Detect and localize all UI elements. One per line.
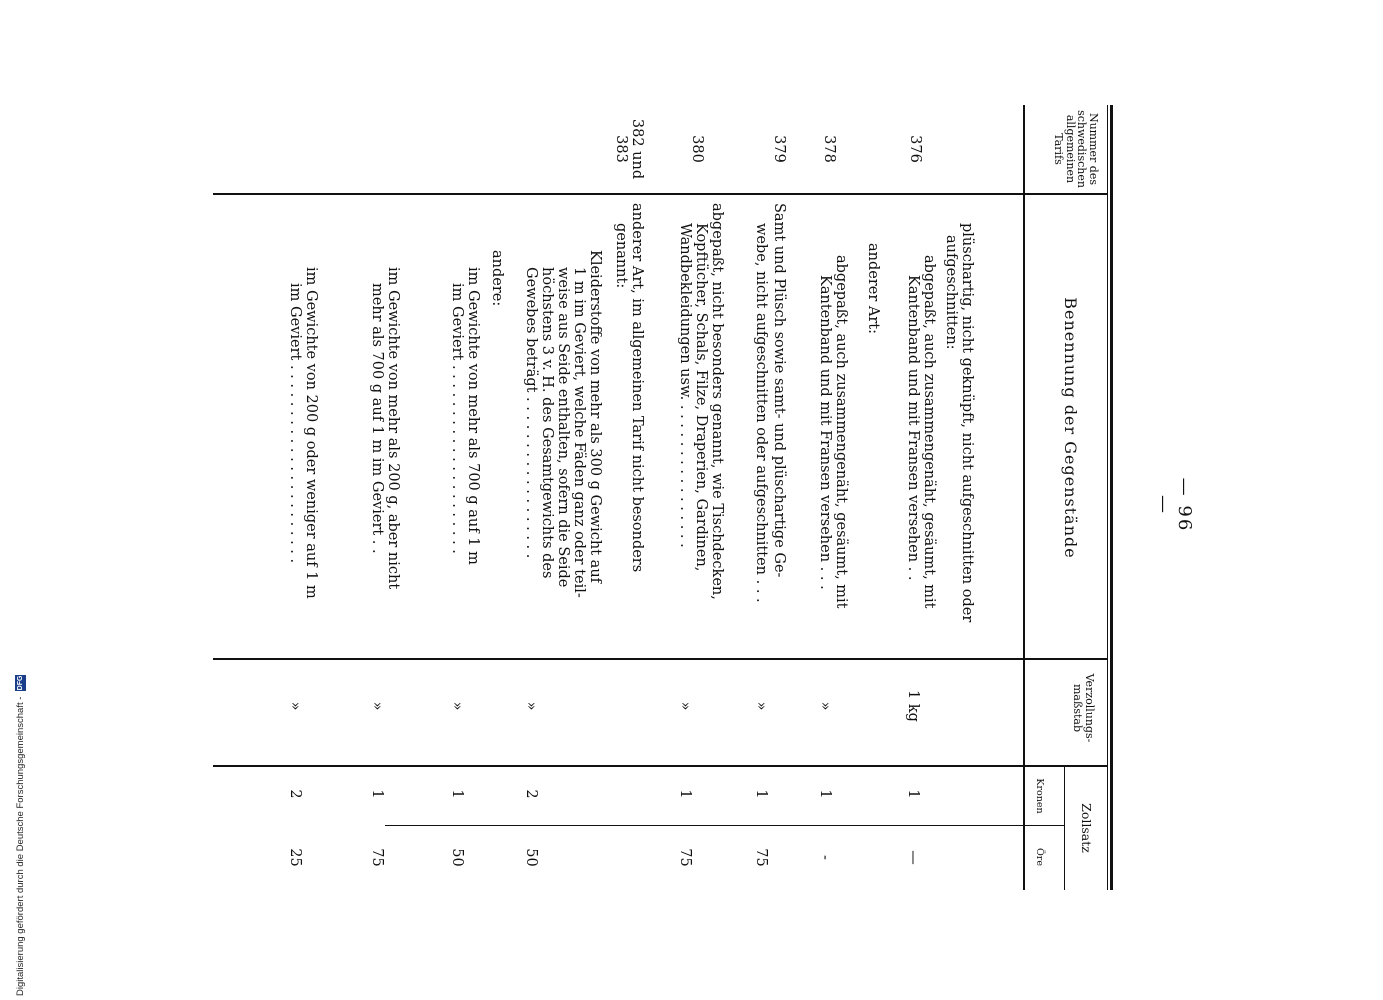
row-text: Kopftücher, Schals, Filze, Draperien, Gardinen, <box>693 223 709 572</box>
row-unit: » <box>449 701 465 711</box>
row-text: anderer Art, im allgemeinen Tarif nicht besonders <box>629 203 645 573</box>
row-text: Kantenband und mit Fransen versehen . . <box>905 275 921 581</box>
funding-note-text: Digitalisierung gefördert durch die Deutsche Forschungsgemeinschaft - <box>15 696 26 996</box>
col-rule-2 <box>213 658 1108 660</box>
row-text: Samt und Plüsch sowie samt- und plüschartige Ge- <box>771 203 787 578</box>
row-text: im Gewichte von mehr als 200 g, aber nicht <box>385 267 401 590</box>
page-number: — 96 — <box>1153 477 1195 533</box>
header-description: Benennung der Gegenstände <box>1061 297 1080 559</box>
col-rule-4 <box>385 825 1065 826</box>
row-text: höchstens 3 v. H. des Gesamtgewichts des <box>539 267 555 579</box>
col-rule-3 <box>213 765 1108 767</box>
row-unit: » <box>287 701 303 711</box>
row-ore: - <box>817 855 833 860</box>
header-kronen: Kronen <box>1034 778 1045 814</box>
row-text: im Gewichte von mehr als 700 g auf 1 m <box>465 267 481 565</box>
top-thin-rule <box>1107 105 1108 890</box>
row-ore: 75 <box>369 848 385 867</box>
row-ore: 75 <box>753 848 769 867</box>
row-kronen: 1 <box>677 789 693 799</box>
row-number: 376 <box>907 135 923 163</box>
header-unit: Verzollungsmaßstab <box>1071 673 1096 743</box>
header-ore: Öre <box>1034 848 1045 866</box>
row-unit: » <box>677 701 693 711</box>
row-text: anderer Art: <box>865 243 881 335</box>
row-text: aufgeschnitten: <box>943 235 959 350</box>
row-text: abgepaßt, nicht besonders genannt, wie Tischdecken, <box>709 203 725 600</box>
row-text: im Geviert . . . . . . . . . . . . . . . . . . . . . . <box>287 283 303 564</box>
row-number: 379 <box>771 135 787 163</box>
row-text: im Gewichte von 200 g oder weniger auf 1 m <box>303 267 319 599</box>
row-number: 378 <box>821 135 837 163</box>
row-text: im Geviert . . . . . . . . . . . . . . . . . . . . . <box>449 283 465 554</box>
header-number: Nummer des schwedischen allgemeinen Tarifs <box>1052 110 1100 188</box>
top-double-rule <box>1110 105 1113 890</box>
row-text: abgepaßt, auch zusammengenäht, gesäumt, mit <box>833 255 849 609</box>
row-unit: » <box>753 701 769 711</box>
row-ore: 25 <box>287 848 303 867</box>
row-text: Wandbekleidungen usw. . . . . . . . . . . . . . . . . <box>677 223 693 548</box>
row-kronen: 2 <box>523 789 539 799</box>
row-unit: » <box>523 701 539 711</box>
row-text: andere: <box>489 250 505 307</box>
row-text: genannt: <box>613 223 629 289</box>
row-text: weise aus Seide enthalten, sofern die Seide <box>555 267 571 588</box>
row-text: Kantenband und mit Fransen versehen . . . <box>817 275 833 590</box>
funding-note <box>14 611 28 996</box>
row-ore: 75 <box>677 848 693 867</box>
row-text: 1 m im Geviert, welche Fäden ganz oder teil- <box>571 267 587 598</box>
row-number: 380 <box>689 135 705 163</box>
row-kronen: 1 <box>449 789 465 799</box>
row-unit: » <box>817 701 833 711</box>
row-text: Gewebes beträgt . . . . . . . . . . . . . . . . . . <box>523 267 539 559</box>
row-kronen: 1 <box>817 789 833 799</box>
col-rule-1 <box>213 193 1108 195</box>
row-unit: 1 kg <box>905 690 921 722</box>
row-number: 382 und 383 <box>613 118 645 180</box>
row-kronen: 1 <box>905 789 921 799</box>
dfg-logo: DFG <box>16 675 24 691</box>
header-bottom-rule <box>1024 105 1026 890</box>
rotated-page <box>213 105 1195 890</box>
row-text: mehr als 700 g auf 1 m im Geviert . . <box>369 283 385 554</box>
row-ore: 50 <box>449 848 465 867</box>
row-kronen: 2 <box>287 789 303 799</box>
row-ore: — <box>905 850 921 865</box>
row-text: plüschartig, nicht geknüpft, nicht aufgeschnitten oder <box>959 223 975 623</box>
row-text: abgepaßt, auch zusammengenäht, gesäumt, mit <box>921 255 937 609</box>
row-unit: » <box>369 701 385 711</box>
row-text: Kleiderstoffe von mehr als 300 g Gewicht auf <box>587 250 603 584</box>
row-kronen: 1 <box>753 789 769 799</box>
header-duty: Zollsatz <box>1079 803 1094 853</box>
row-kronen: 1 <box>369 789 385 799</box>
duty-header-rule <box>1064 765 1065 890</box>
row-text: webe, nicht aufgeschnitten oder aufgeschnitten . . . <box>753 223 769 603</box>
row-ore: 50 <box>523 848 539 867</box>
